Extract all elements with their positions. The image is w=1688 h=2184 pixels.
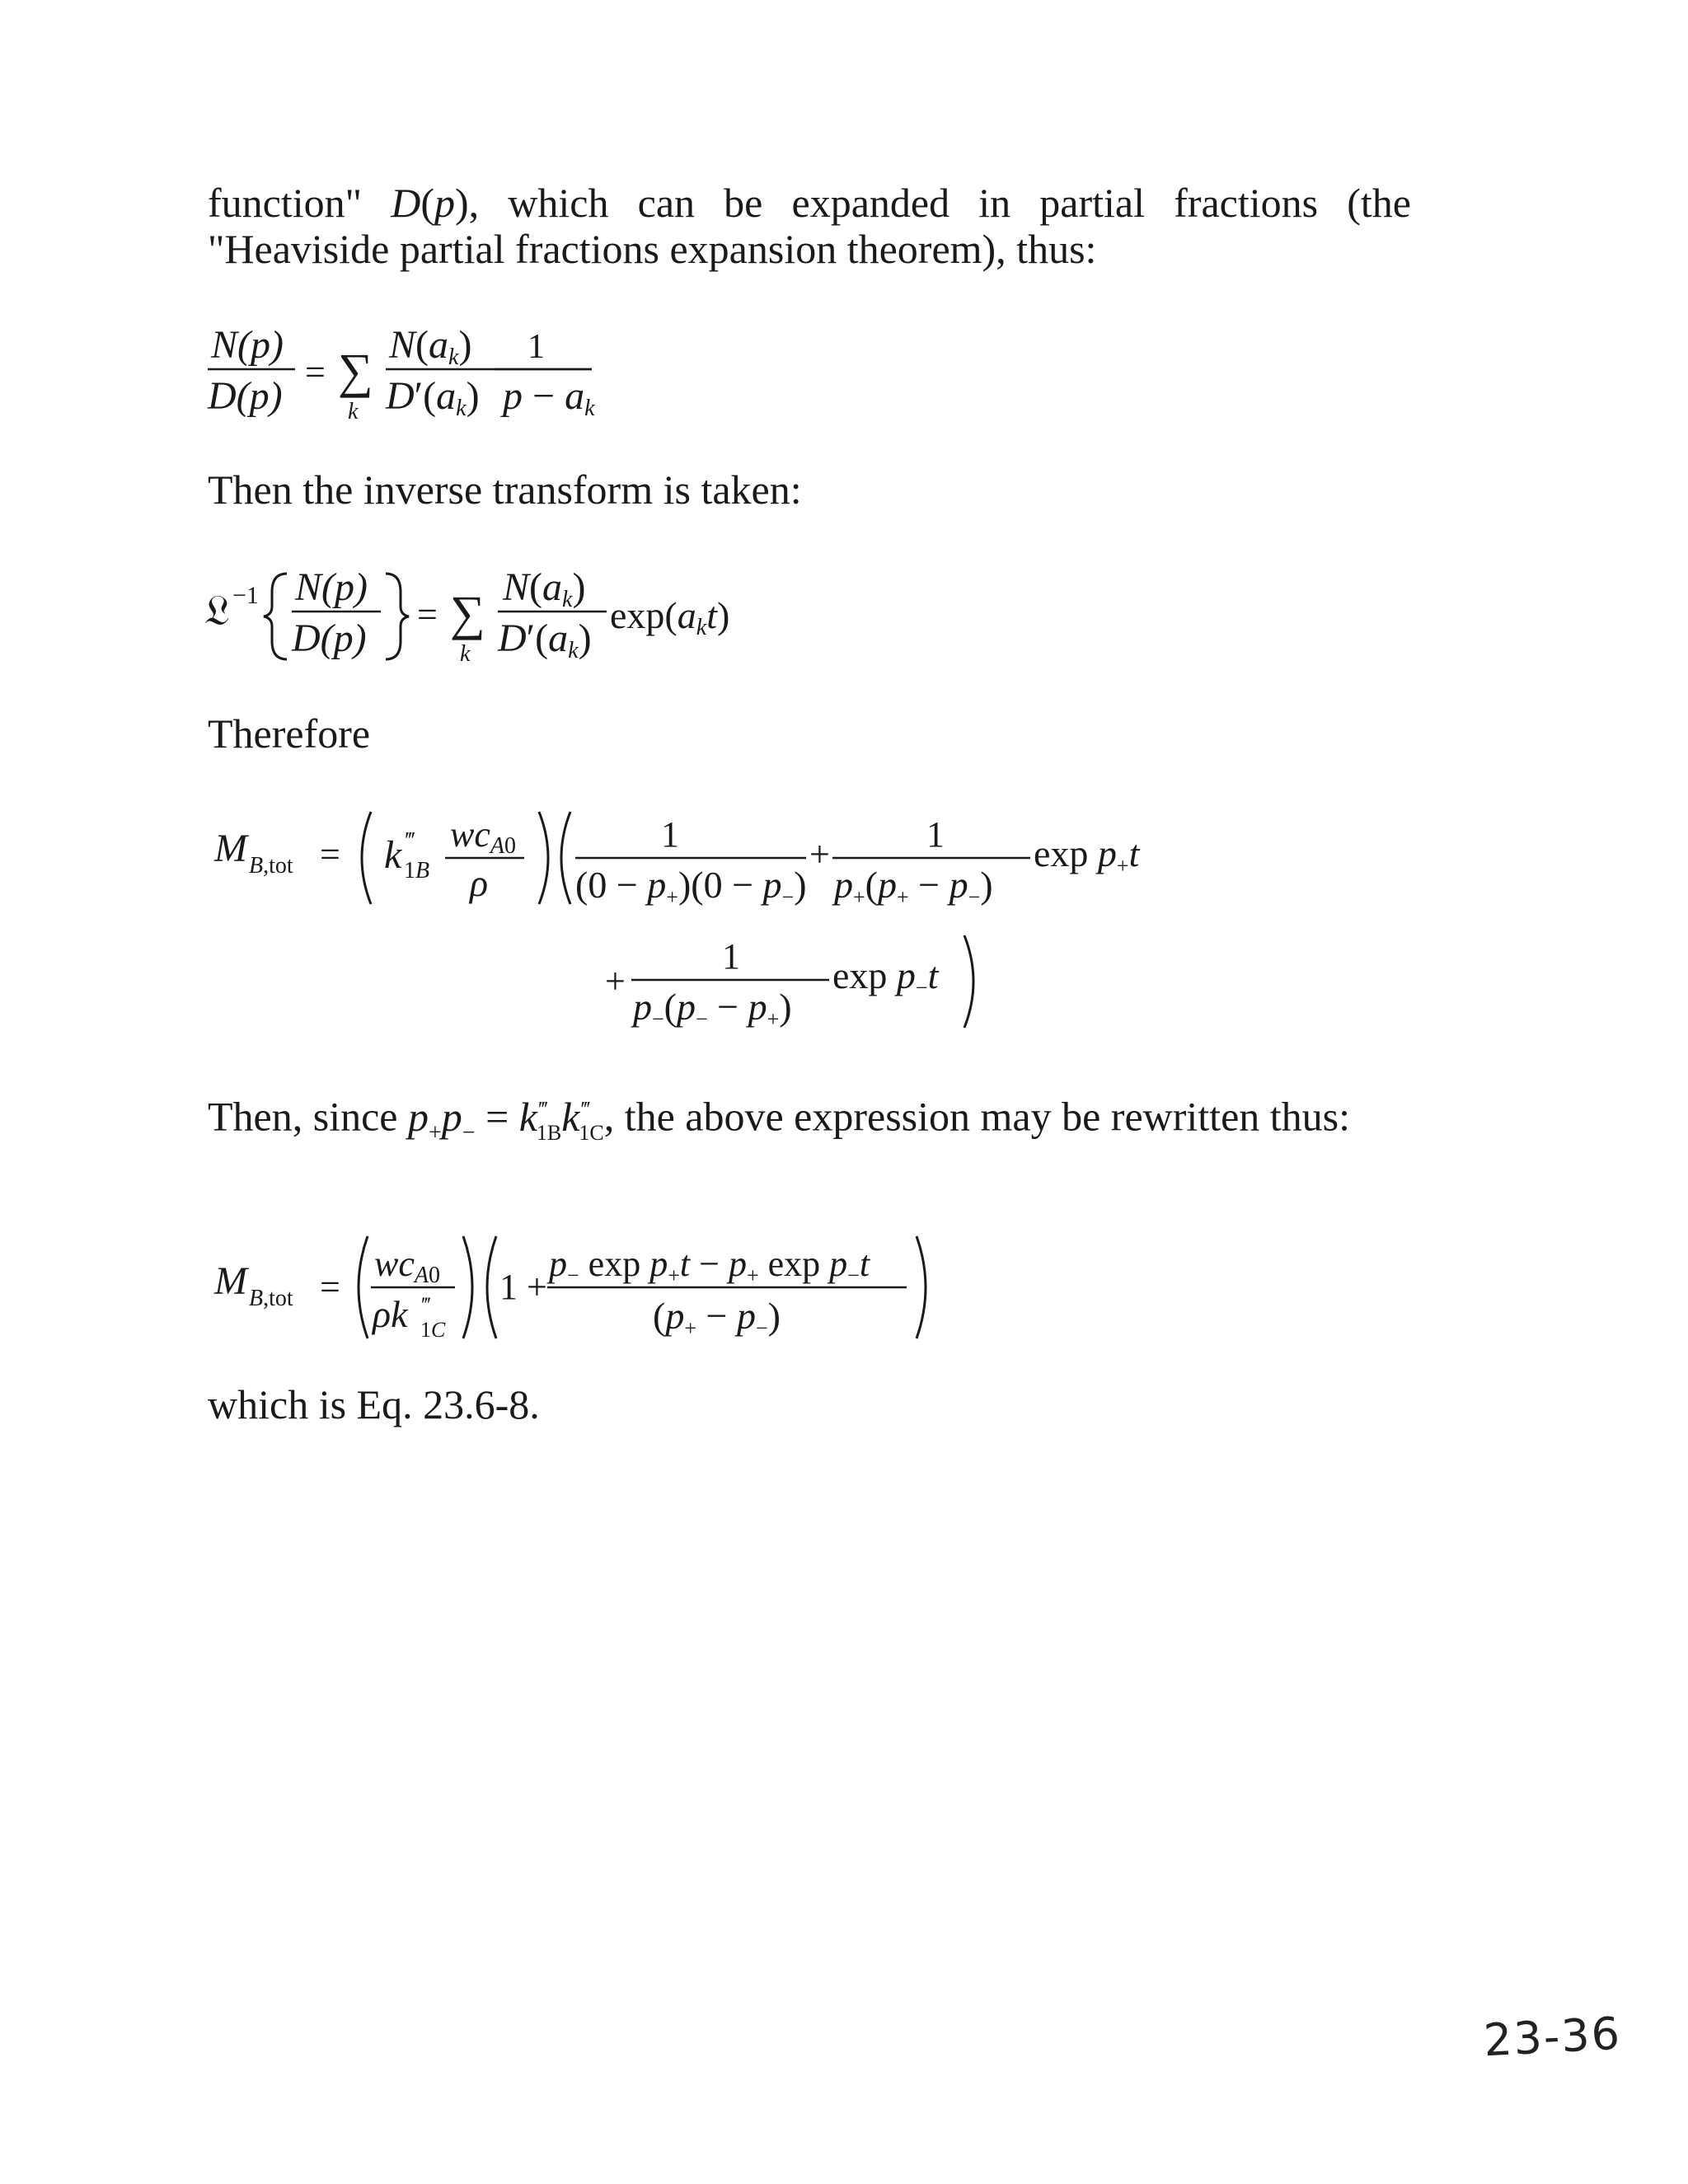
intro-symbol-d: D [391, 180, 421, 226]
svg-text:D′(ak): D′(ak) [386, 374, 480, 421]
equation-inverse-laplace [198, 552, 791, 680]
svg-text:p − ak: p − ak [503, 374, 595, 421]
svg-text:exp(akt): exp(akt) [610, 594, 730, 640]
svg-text:1: 1 [722, 936, 740, 977]
intro-text-a: function" [208, 180, 392, 226]
since-text-a: Then, since [208, 1093, 408, 1140]
svg-text:N(ak): N(ak) [389, 323, 472, 370]
svg-text:D(p): D(p) [208, 374, 283, 418]
svg-text:M: M [214, 1259, 247, 1303]
svg-text:𝔏: 𝔏 [204, 588, 230, 635]
since-paragraph [208, 1086, 1411, 1156]
svg-text:p−(p− − p+): p−(p− − p+) [633, 986, 792, 1031]
svg-text:=: = [417, 594, 438, 635]
equation-mbtot-expansion [198, 804, 1236, 1055]
svg-text:M: M [214, 827, 247, 870]
svg-text:1B: 1B [404, 858, 430, 883]
svg-text:p+(p+ − p−): p+(p+ − p−) [834, 864, 993, 909]
inverse-transform-paragraph: Then the inverse transform is taken: [208, 466, 802, 513]
since-text-b: , the above expression may be rewritten thus: [603, 1093, 1351, 1140]
svg-text:(p+ − p−): (p+ − p−) [653, 1295, 781, 1340]
svg-text:wcA0: wcA0 [374, 1244, 440, 1288]
svg-text:exp p+t: exp p+t [1034, 832, 1140, 878]
svg-text:1: 1 [528, 328, 545, 366]
intro-text-b: ( [420, 180, 434, 226]
equation-mbtot-simplified [198, 1220, 940, 1356]
svg-text:ρk: ρk [373, 1293, 408, 1335]
svg-text:=: = [320, 1267, 340, 1307]
svg-text:N(ak): N(ak) [503, 565, 586, 612]
therefore-paragraph: Therefore [208, 710, 371, 757]
svg-text:k: k [460, 641, 471, 667]
svg-text:‴: ‴ [404, 828, 414, 854]
svg-text:(0 − p+)(0 − p−): (0 − p+)(0 − p−) [575, 864, 807, 909]
svg-text:ρ: ρ [470, 862, 489, 904]
intro-symbol-p: p [434, 180, 455, 226]
svg-text:1 +: 1 + [499, 1267, 547, 1307]
intro-text-c: ), which can be expanded in partial fractions (the "Heaviside partial fractions expansion theorem), thus: [208, 180, 1411, 272]
svg-text:N(p): N(p) [211, 323, 284, 367]
equation-heaviside-expansion [198, 313, 659, 441]
svg-text:exp p−t: exp p−t [832, 954, 939, 1000]
svg-text:=: = [320, 834, 340, 874]
svg-text:B,tot: B,tot [249, 1286, 293, 1311]
svg-text:+: + [605, 961, 626, 1001]
svg-text:p− exp p+t − p+ exp p−t: p− exp p+t − p+ exp p−t [549, 1244, 870, 1287]
svg-text:B,tot: B,tot [249, 853, 293, 879]
svg-text:∑: ∑ [450, 586, 485, 640]
svg-text:1: 1 [926, 814, 945, 855]
svg-text:1C: 1C [420, 1318, 446, 1342]
svg-text:N(p): N(p) [295, 565, 368, 609]
page-number: 23-36 [1482, 2007, 1623, 2067]
svg-text:k: k [348, 399, 359, 424]
svg-text:∑: ∑ [338, 344, 373, 398]
closing-paragraph: which is Eq. 23.6-8. [208, 1381, 540, 1427]
since-inline-math: $p_+p_- = k^‴_{1B}k^‴_{1C}$ [407, 1093, 604, 1146]
svg-text:+: + [809, 834, 830, 874]
svg-text:‴: ‴ [420, 1293, 429, 1317]
svg-text:D(p): D(p) [292, 616, 367, 660]
svg-text:D′(ak): D′(ak) [498, 616, 592, 663]
svg-text:k: k [384, 833, 402, 877]
svg-text:wcA0: wcA0 [450, 814, 516, 859]
svg-text:=: = [305, 352, 326, 392]
svg-text:−1: −1 [232, 582, 259, 609]
intro-paragraph [208, 180, 1411, 272]
svg-text:1: 1 [661, 814, 679, 855]
